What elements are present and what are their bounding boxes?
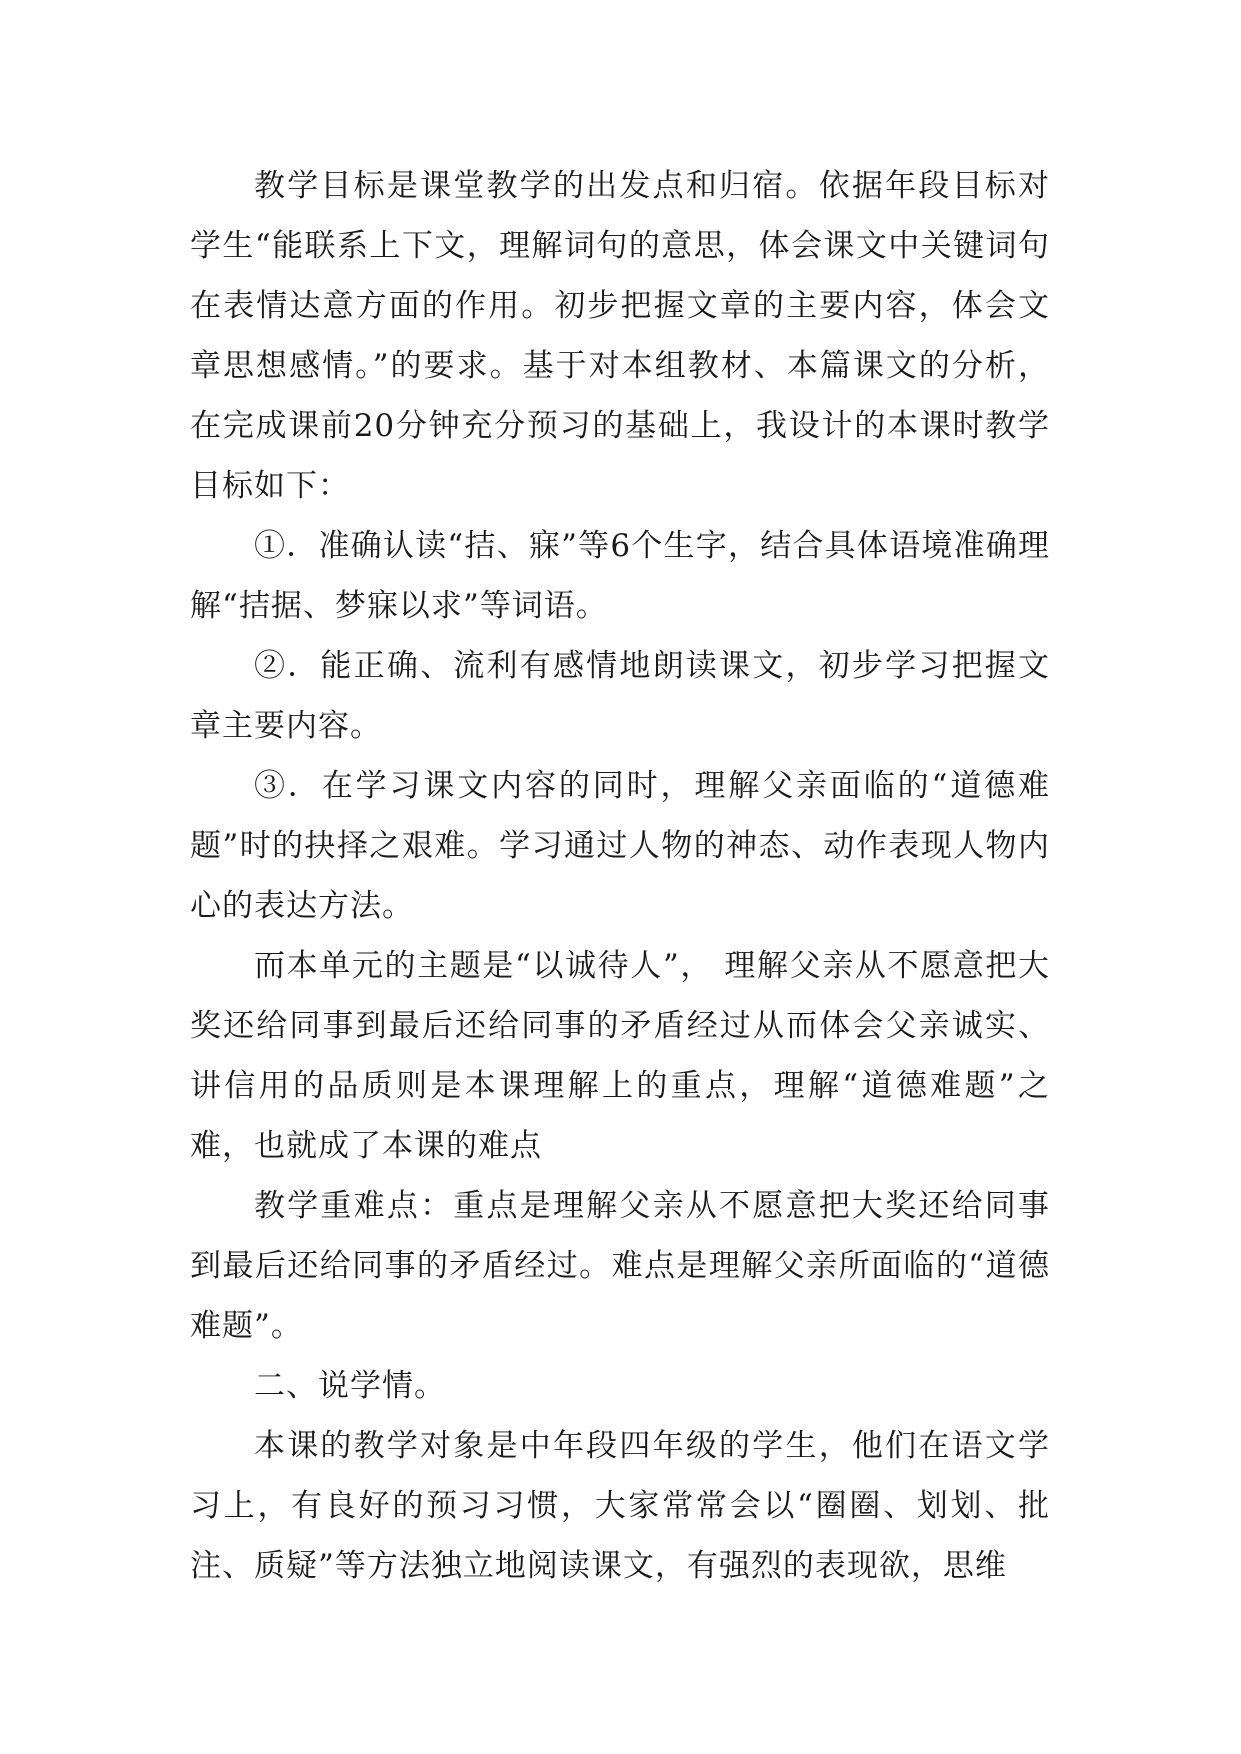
paragraph-goal-1: ①．准确认读“拮、寐”等6个生字，结合具体语境准确理解“拮据、梦寐以求”等词语。 bbox=[190, 528, 1050, 624]
section-heading-student-analysis: 二、说学情。 bbox=[254, 1368, 446, 1404]
document-body bbox=[190, 156, 1050, 1596]
paragraph-student-analysis: 本课的教学对象是中年段四年级的学生，他们在语文学习上，有良好的预习习惯，大家常常会以“圈圈、划划、批注、质疑”等方法独立地阅读课文，有强烈的表现欲，思维 bbox=[190, 1428, 1050, 1584]
paragraph-goal-2: ②．能正确、流利有感情地朗读课文，初步学习把握文章主要内容。 bbox=[190, 648, 1050, 744]
paragraph-key-difficulties: 教学重难点：重点是理解父亲从不愿意把大奖还给同事到最后还给同事的矛盾经过。难点是理解父亲所面临的“道德难题”。 bbox=[190, 1188, 1050, 1344]
paragraph-unit-theme: 而本单元的主题是“以诚待人”， 理解父亲从不愿意把大奖还给同事到最后还给同事的矛盾经过从而体会父亲诚实、讲信用的品质则是本课理解上的重点，理解“道德难题”之难，也就成了本课的难点 bbox=[190, 948, 1050, 1164]
paragraph-goal-3: ③．在学习课文内容的同时，理解父亲面临的“道德难题”时的抉择之艰难。学习通过人物的神态、动作表现人物内心的表达方法。 bbox=[190, 768, 1050, 924]
paragraph-teaching-goals-intro: 教学目标是课堂教学的出发点和归宿。依据年段目标对学生“能联系上下文，理解词句的意思，体会课文中关键词句在表情达意方面的作用。初步把握文章的主要内容，体会文章思想感情。”的要求。基于对本组教材、本篇课文的分析，在完成课前20分钟充分预习的基础上，我设计的本课时教学目标如下： bbox=[190, 168, 1050, 504]
